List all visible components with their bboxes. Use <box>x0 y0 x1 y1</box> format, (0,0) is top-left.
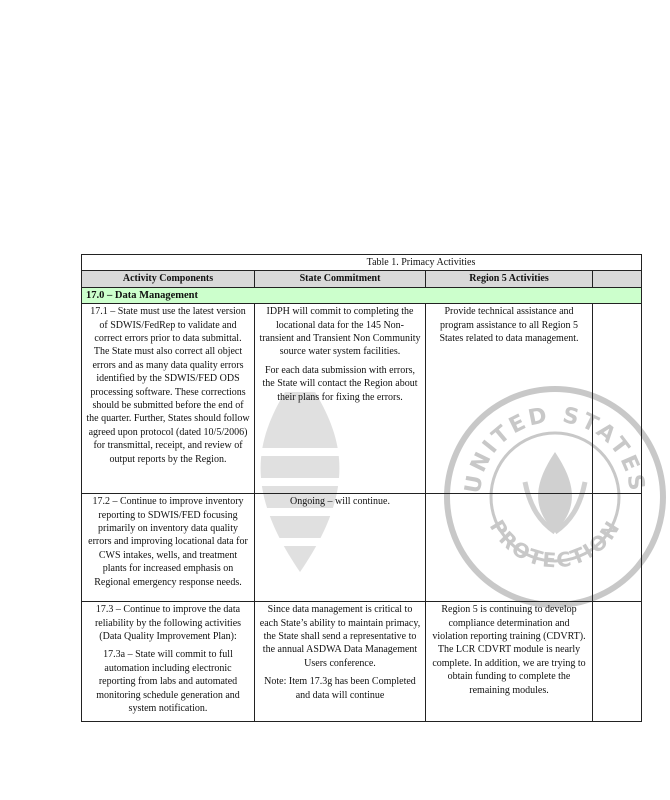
extra-cell <box>593 494 642 602</box>
activity-text: 17.2 – Continue to improve inventory reporting to SDWIS/FED focusing primarily on inventory data quality errors and improving locational data for CWS intakes, wells, and treatment plants for increased emphasis on Regional emergency response needs. <box>88 496 248 588</box>
activity-text: 17.3 – Continue to improve the data reliability by the following activities (Data Quality Improvement Plan): <box>94 604 242 643</box>
region-cell <box>426 304 593 494</box>
extra-cell <box>593 304 642 494</box>
state-text: Ongoing – will continue. <box>290 496 390 508</box>
region-cell <box>426 494 593 602</box>
header-activity-components: Activity Components <box>82 271 255 287</box>
activity-cell <box>82 494 255 602</box>
region-cell <box>426 602 593 722</box>
table-caption: Table 1. Primacy Activities <box>82 255 642 271</box>
table-row <box>82 602 642 722</box>
header-empty <box>593 271 642 287</box>
region-text: Region 5 is continuing to develop compliance determination and violation reporting training (CDVRT). The LCR CDVRT module is nearly complete. In addition, we are trying to obtain funding to complete the remaining modules. <box>432 604 586 696</box>
state-cell <box>255 602 426 722</box>
section-title: 17.0 – Data Management <box>82 287 642 303</box>
extra-cell <box>593 602 642 722</box>
state-cell <box>255 494 426 602</box>
activity-text: 17.3a – State will commit to full automation including electronic reporting from labs and automated monitoring schedule generation and system notification. <box>96 649 240 715</box>
table-row <box>82 304 642 494</box>
seal-text-top: UNITED STATES <box>460 402 650 496</box>
seal-text-bottom: PROTECTION <box>484 515 626 573</box>
state-text: Note: Item 17.3g has been Completed and data will continue <box>264 676 416 701</box>
state-text: For each data submission with errors, the State will contact the Region about their plans for fixing the errors. <box>262 364 418 403</box>
state-cell <box>255 304 426 494</box>
state-text: Since data management is critical to each State’s ability to maintain primacy, the State shall send a representative to the annual ASDWA Data Management Users conference. <box>259 604 421 669</box>
activity-text: 17.1 – State must use the latest version of SDWIS/FedRep to validate and correct errors prior to data submittal. The State must also correct all object errors and as many data quality errors identified by the SDWIS/FED ODS processing software. These corrections should be submitted before the end of the quarter. Further, States should follow agreed upon protocol (dated 10/5/2006) for transmittal, receipt, and review of output reports by the Region. <box>86 306 250 465</box>
region-text: Provide technical assistance and program assistance to all Region 5 States related to data management. <box>439 306 579 345</box>
header-region-activities: Region 5 Activities <box>426 271 593 287</box>
header-state-commitment: State Commitment <box>255 271 426 287</box>
table-row <box>82 494 642 602</box>
activity-cell <box>82 602 255 722</box>
activity-cell <box>82 304 255 494</box>
primacy-activities-table <box>81 254 642 722</box>
state-text: IDPH will commit to completing the locational data for the 145 Non-transient and Transient Non Community source water system facilities. <box>259 306 421 358</box>
